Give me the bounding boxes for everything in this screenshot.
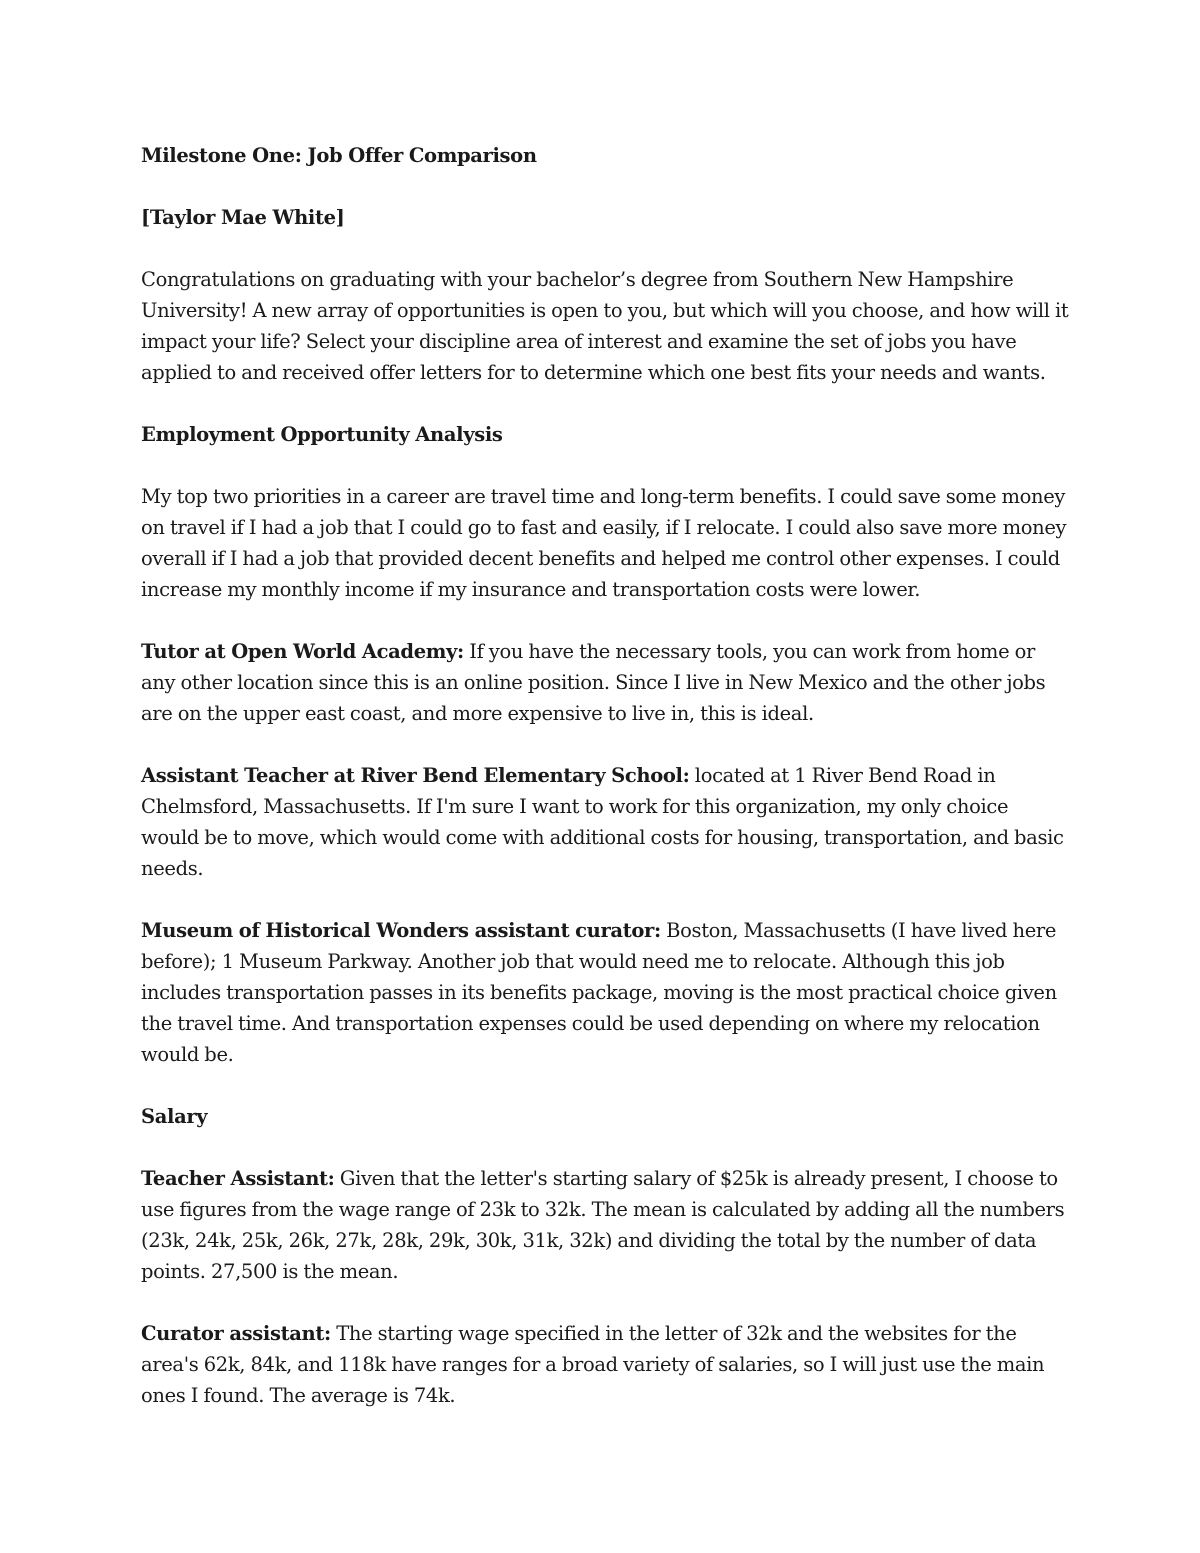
job-item-tutor (141, 636, 1071, 729)
job-item-text: Boston, Massachusetts (I have lived here before); 1 Museum Parkway. Another job that would need me to relocate. Although this job includes transportation passes in its benefits package, moving is the most practical choice given the travel time. And transportation expenses could be used depending on where my relocation would be. (141, 919, 1057, 1066)
salary-item-teacher-assistant (141, 1163, 1071, 1287)
intro-paragraph: Congratulations on graduating with your bachelor’s degree from Southern New Hampshire University! A new array of opportunities is open to you, but which will you choose, and how will it impact your life? Select your discipline area of interest and examine the set of jobs you have applied to and received offer letters for to determine which one best fits your needs and wants. (141, 268, 1069, 384)
job-item-lead: Museum of Historical Wonders assistant curator: (141, 919, 661, 942)
job-item-lead: Tutor at Open World Academy: (141, 640, 464, 663)
salary-item-lead: Teacher Assistant: (141, 1167, 335, 1190)
priorities-paragraph: My top two priorities in a career are travel time and long-term benefits. I could save some money on travel if I had a job that I could go to fast and easily, if I relocate. I could also save more money overall if I had a job that provided decent benefits and helped me control other expenses. I could increase my monthly income if my insurance and transportation costs were lower. (141, 485, 1067, 601)
salary-item-lead: Curator assistant: (141, 1322, 331, 1345)
section-heading-salary: Salary (141, 1105, 208, 1128)
document-body (141, 140, 1071, 1442)
job-item-text: If you have the necessary tools, you can work from home or any other location since this is an online position. Since I live in New Mexico and the other jobs are on the upper east coast, and more expensive to live in, this is ideal. (141, 640, 1046, 725)
job-item-lead: Assistant Teacher at River Bend Elementary School: (141, 764, 690, 787)
section-heading-employment: Employment Opportunity Analysis (141, 423, 503, 446)
job-item-text: located at 1 River Bend Road in Chelmsford, Massachusetts. If I'm sure I want to work for this organization, my only choice would be to move, which would come with additional costs for housing, transportation, and basic needs. (141, 764, 1064, 880)
salary-item-curator-assistant (141, 1318, 1071, 1411)
salary-item-text: The starting wage specified in the letter of 32k and the websites for the area's 62k, 84k, and 118k have ranges for a broad variety of salaries, so I will just use the main ones I found. The average is 74k. (141, 1322, 1045, 1407)
job-item-curator (141, 915, 1071, 1070)
author-name: [Taylor Mae White] (141, 206, 345, 229)
document-title: Milestone One: Job Offer Comparison (141, 144, 537, 167)
job-item-assistant-teacher (141, 760, 1071, 884)
salary-item-text: Given that the letter's starting salary of $25k is already present, I choose to use figures from the wage range of 23k to 32k. The mean is calculated by adding all the numbers (23k, 24k, 25k, 26k, 27k, 28k, 29k, 30k, 31k, 32k) and dividing the total by the number of data points. 27,500 is the mean. (141, 1167, 1065, 1283)
